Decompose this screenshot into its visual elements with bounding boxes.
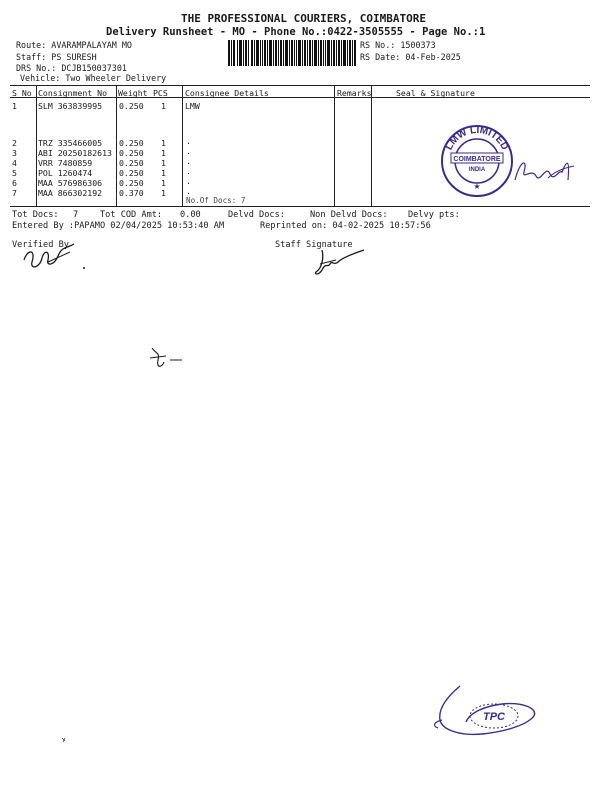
seal-top-text: LMW LIMITED bbox=[443, 124, 511, 153]
row-details: . bbox=[186, 186, 191, 196]
header-consignee-details: Consignee Details bbox=[185, 88, 269, 98]
row-details: LMW bbox=[185, 101, 200, 111]
drs-text: DRS No.: DCJB150037301 bbox=[16, 63, 127, 73]
tot-docs-label: Tot Docs: bbox=[12, 210, 59, 220]
scribble-mark bbox=[146, 344, 186, 374]
row-pcs: 1 bbox=[161, 148, 166, 158]
row-sno: 5 bbox=[12, 168, 17, 178]
reprinted-on: Reprinted on: 04-02-2025 10:57:56 bbox=[260, 221, 431, 231]
staff-text: Staff: PS SURESH bbox=[16, 52, 97, 62]
seal-country-text: INDIA bbox=[468, 167, 486, 173]
row-pcs: 1 bbox=[161, 168, 166, 178]
lmw-seal-stamp bbox=[437, 121, 517, 201]
table-row bbox=[12, 101, 17, 111]
row-consignment: POL 1260474 bbox=[38, 168, 93, 178]
col-divider-3 bbox=[182, 85, 183, 206]
row-pcs: 1 bbox=[161, 138, 166, 148]
tot-cod-value: 0.00 bbox=[180, 210, 201, 220]
header-sno: S No bbox=[12, 88, 32, 98]
row-weight: 0.250 bbox=[119, 148, 144, 158]
row-pcs: 1 bbox=[161, 178, 166, 188]
row-consignment: SLM 363839995 bbox=[38, 101, 103, 111]
table-top-border bbox=[10, 85, 590, 86]
row-details: . bbox=[186, 156, 191, 166]
row-details: . bbox=[186, 166, 191, 176]
tot-cod-label: Tot COD Amt: bbox=[100, 210, 163, 220]
row-details: . bbox=[186, 176, 191, 186]
row-sno: 3 bbox=[12, 148, 17, 158]
delvy-pts-label: Delvy pts: bbox=[408, 210, 460, 220]
col-divider-5 bbox=[371, 85, 372, 206]
table-row bbox=[12, 188, 17, 198]
company-title: THE PROFESSIONAL COURIERS, COIMBATORE bbox=[181, 12, 427, 25]
row-weight: 0.250 bbox=[119, 168, 144, 178]
verifier-signature bbox=[18, 240, 88, 274]
row-sno: 2 bbox=[12, 138, 17, 148]
rs-date-text: RS Date: 04-Feb-2025 bbox=[360, 52, 461, 62]
row-consignment: VRR 7480859 bbox=[38, 158, 93, 168]
table-row bbox=[12, 148, 17, 158]
delvd-docs-label: Delvd Docs: bbox=[228, 210, 285, 220]
header-pcs: PCS bbox=[153, 88, 168, 98]
header-remarks: Remarks bbox=[337, 88, 372, 98]
vehicle-text: Vehicle: Two Wheeler Delivery bbox=[20, 73, 167, 83]
row-weight: 0.250 bbox=[119, 158, 144, 168]
row-consignment: ABI 20250182613 bbox=[38, 148, 112, 158]
col-divider-2 bbox=[116, 85, 117, 206]
header-weight: Weight bbox=[118, 88, 148, 98]
table-row bbox=[12, 178, 17, 188]
seal-city-text: COIMBATORE bbox=[453, 156, 501, 163]
receiver-signature bbox=[510, 150, 580, 190]
table-row bbox=[12, 168, 17, 178]
row-pcs: 1 bbox=[161, 101, 166, 111]
header-seal-signature: Seal & Signature bbox=[396, 88, 475, 98]
table-bottom-border bbox=[10, 206, 590, 207]
no-of-docs: No.Of Docs: 7 bbox=[186, 196, 246, 205]
non-delvd-docs-label: Non Delvd Docs: bbox=[310, 210, 388, 220]
row-details: . bbox=[186, 146, 191, 156]
staff-signature-label: Staff Signature bbox=[275, 240, 353, 250]
tot-docs-value: 7 bbox=[73, 210, 79, 220]
row-sno: 4 bbox=[12, 158, 17, 168]
staff-signature bbox=[312, 244, 372, 280]
verified-by-label: Verified By bbox=[12, 240, 69, 250]
row-weight: 0.370 bbox=[119, 188, 144, 198]
table-row bbox=[12, 158, 17, 168]
row-pcs: 1 bbox=[161, 158, 166, 168]
ink-dot bbox=[60, 736, 68, 744]
row-consignment: MAA 576986306 bbox=[38, 178, 103, 188]
col-divider-1 bbox=[36, 85, 37, 206]
rs-no-text: RS No.: 1500373 bbox=[360, 40, 436, 50]
row-sno: 6 bbox=[12, 178, 17, 188]
row-pcs: 1 bbox=[161, 188, 166, 198]
route-text: Route: AVARAMPALAYAM MO bbox=[16, 40, 132, 50]
row-consignment: MAA 866302192 bbox=[38, 188, 103, 198]
row-weight: 0.250 bbox=[119, 178, 144, 188]
row-weight: 0.250 bbox=[119, 101, 144, 111]
barcode bbox=[228, 40, 356, 66]
tpc-stamp-text: TPC bbox=[483, 711, 505, 723]
row-details: . bbox=[186, 136, 191, 146]
row-sno: 1 bbox=[12, 101, 17, 111]
header-consignment-no: Consignment No bbox=[38, 88, 108, 98]
seal-star-icon: ★ bbox=[473, 182, 481, 191]
table-row bbox=[12, 138, 17, 148]
row-sno: 7 bbox=[12, 188, 17, 198]
row-consignment: TRZ 335466005 bbox=[38, 138, 103, 148]
row-weight: 0.250 bbox=[119, 138, 144, 148]
runsheet-subtitle: Delivery Runsheet - MO - Phone No.:0422-3505555 - Page No.:1 bbox=[106, 26, 486, 38]
col-divider-4 bbox=[334, 85, 335, 206]
tpc-stamp bbox=[430, 682, 540, 742]
entered-by: Entered By :PAPAMO 02/04/2025 10:53:40 AM bbox=[12, 221, 225, 231]
